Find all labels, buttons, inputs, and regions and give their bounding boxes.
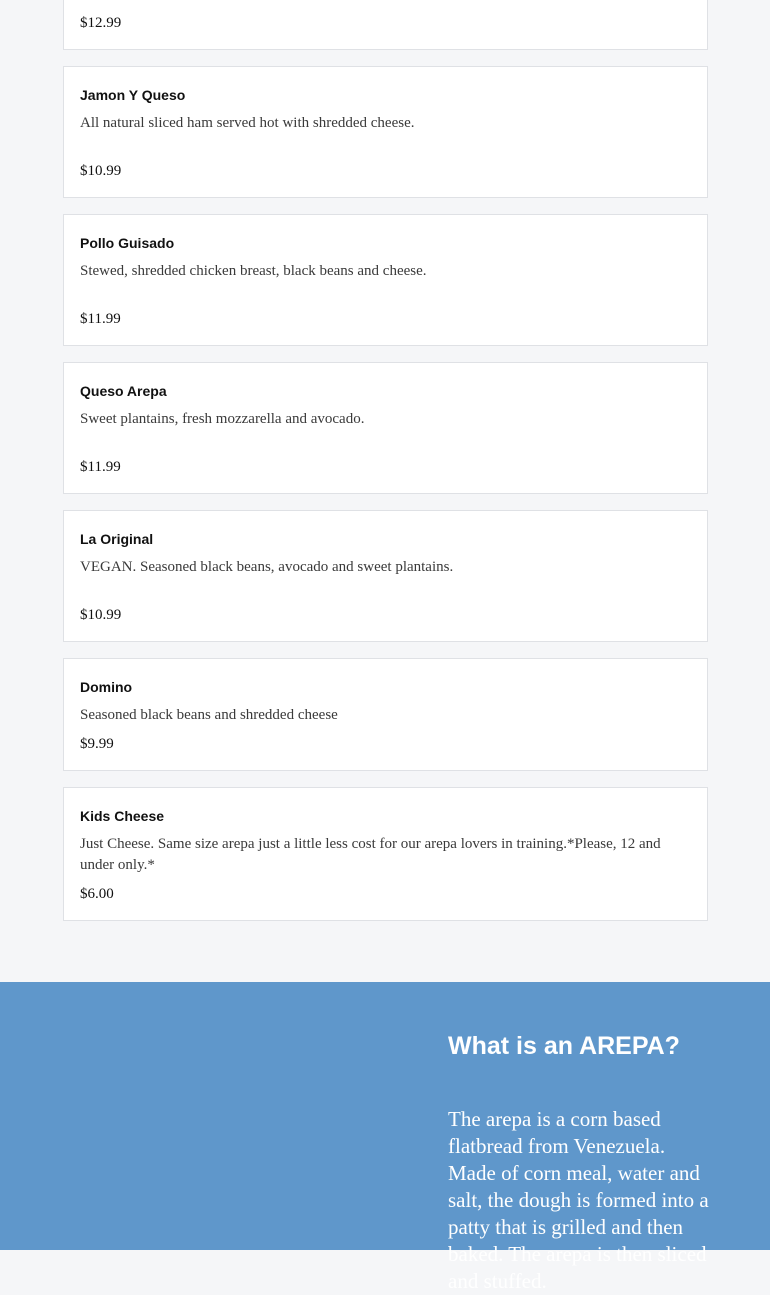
item-name: Jamon Y Queso: [80, 87, 186, 103]
item-price: $10.99: [80, 607, 122, 623]
item-description: Seasoned black beans and shredded cheese: [80, 707, 338, 723]
item-name: Queso Arepa: [80, 383, 167, 399]
item-price: $9.99: [80, 736, 114, 752]
about-arepa-section: [0, 982, 770, 1293]
item-name: Pollo Guisado: [80, 235, 175, 251]
item-description: VEGAN. Seasoned black beans, avocado and sweet plantains.: [80, 559, 454, 575]
item-price: $11.99: [80, 459, 121, 475]
item-price: $12.99: [80, 15, 122, 31]
item-price: $6.00: [80, 886, 114, 902]
menu-item-card[interactable]: [63, 787, 708, 921]
item-description: All natural sliced ham served hot with shredded cheese.: [80, 115, 415, 131]
menu-item-card[interactable]: [63, 510, 708, 642]
item-price: $11.99: [80, 311, 121, 327]
menu-item-card[interactable]: [63, 214, 708, 346]
about-heading: What is an AREPA?: [448, 1032, 680, 1060]
item-name: La Original: [80, 531, 154, 547]
menu-item-card[interactable]: [63, 66, 708, 198]
about-text: The arepa is a corn based flatbread from Venezuela. Made of corn meal, water and salt, the dough is formed into a patty that is grilled and then baked. The arepa is then sliced and stuffed.: [448, 1107, 709, 1293]
menu-item-card[interactable]: [63, 362, 708, 494]
menu-item-card[interactable]: [63, 0, 708, 50]
menu-item-card[interactable]: [63, 658, 708, 771]
item-description: Stewed, shredded chicken breast, black beans and cheese.: [80, 263, 427, 279]
item-description: Just Cheese. Same size arepa just a little less cost for our arepa lovers in training.*Please, 12 and under only.*: [80, 836, 661, 873]
item-name: Domino: [80, 679, 133, 695]
item-name: Kids Cheese: [80, 808, 165, 824]
item-price: $10.99: [80, 163, 122, 179]
item-description: Sweet plantains, fresh mozzarella and avocado.: [80, 411, 365, 427]
